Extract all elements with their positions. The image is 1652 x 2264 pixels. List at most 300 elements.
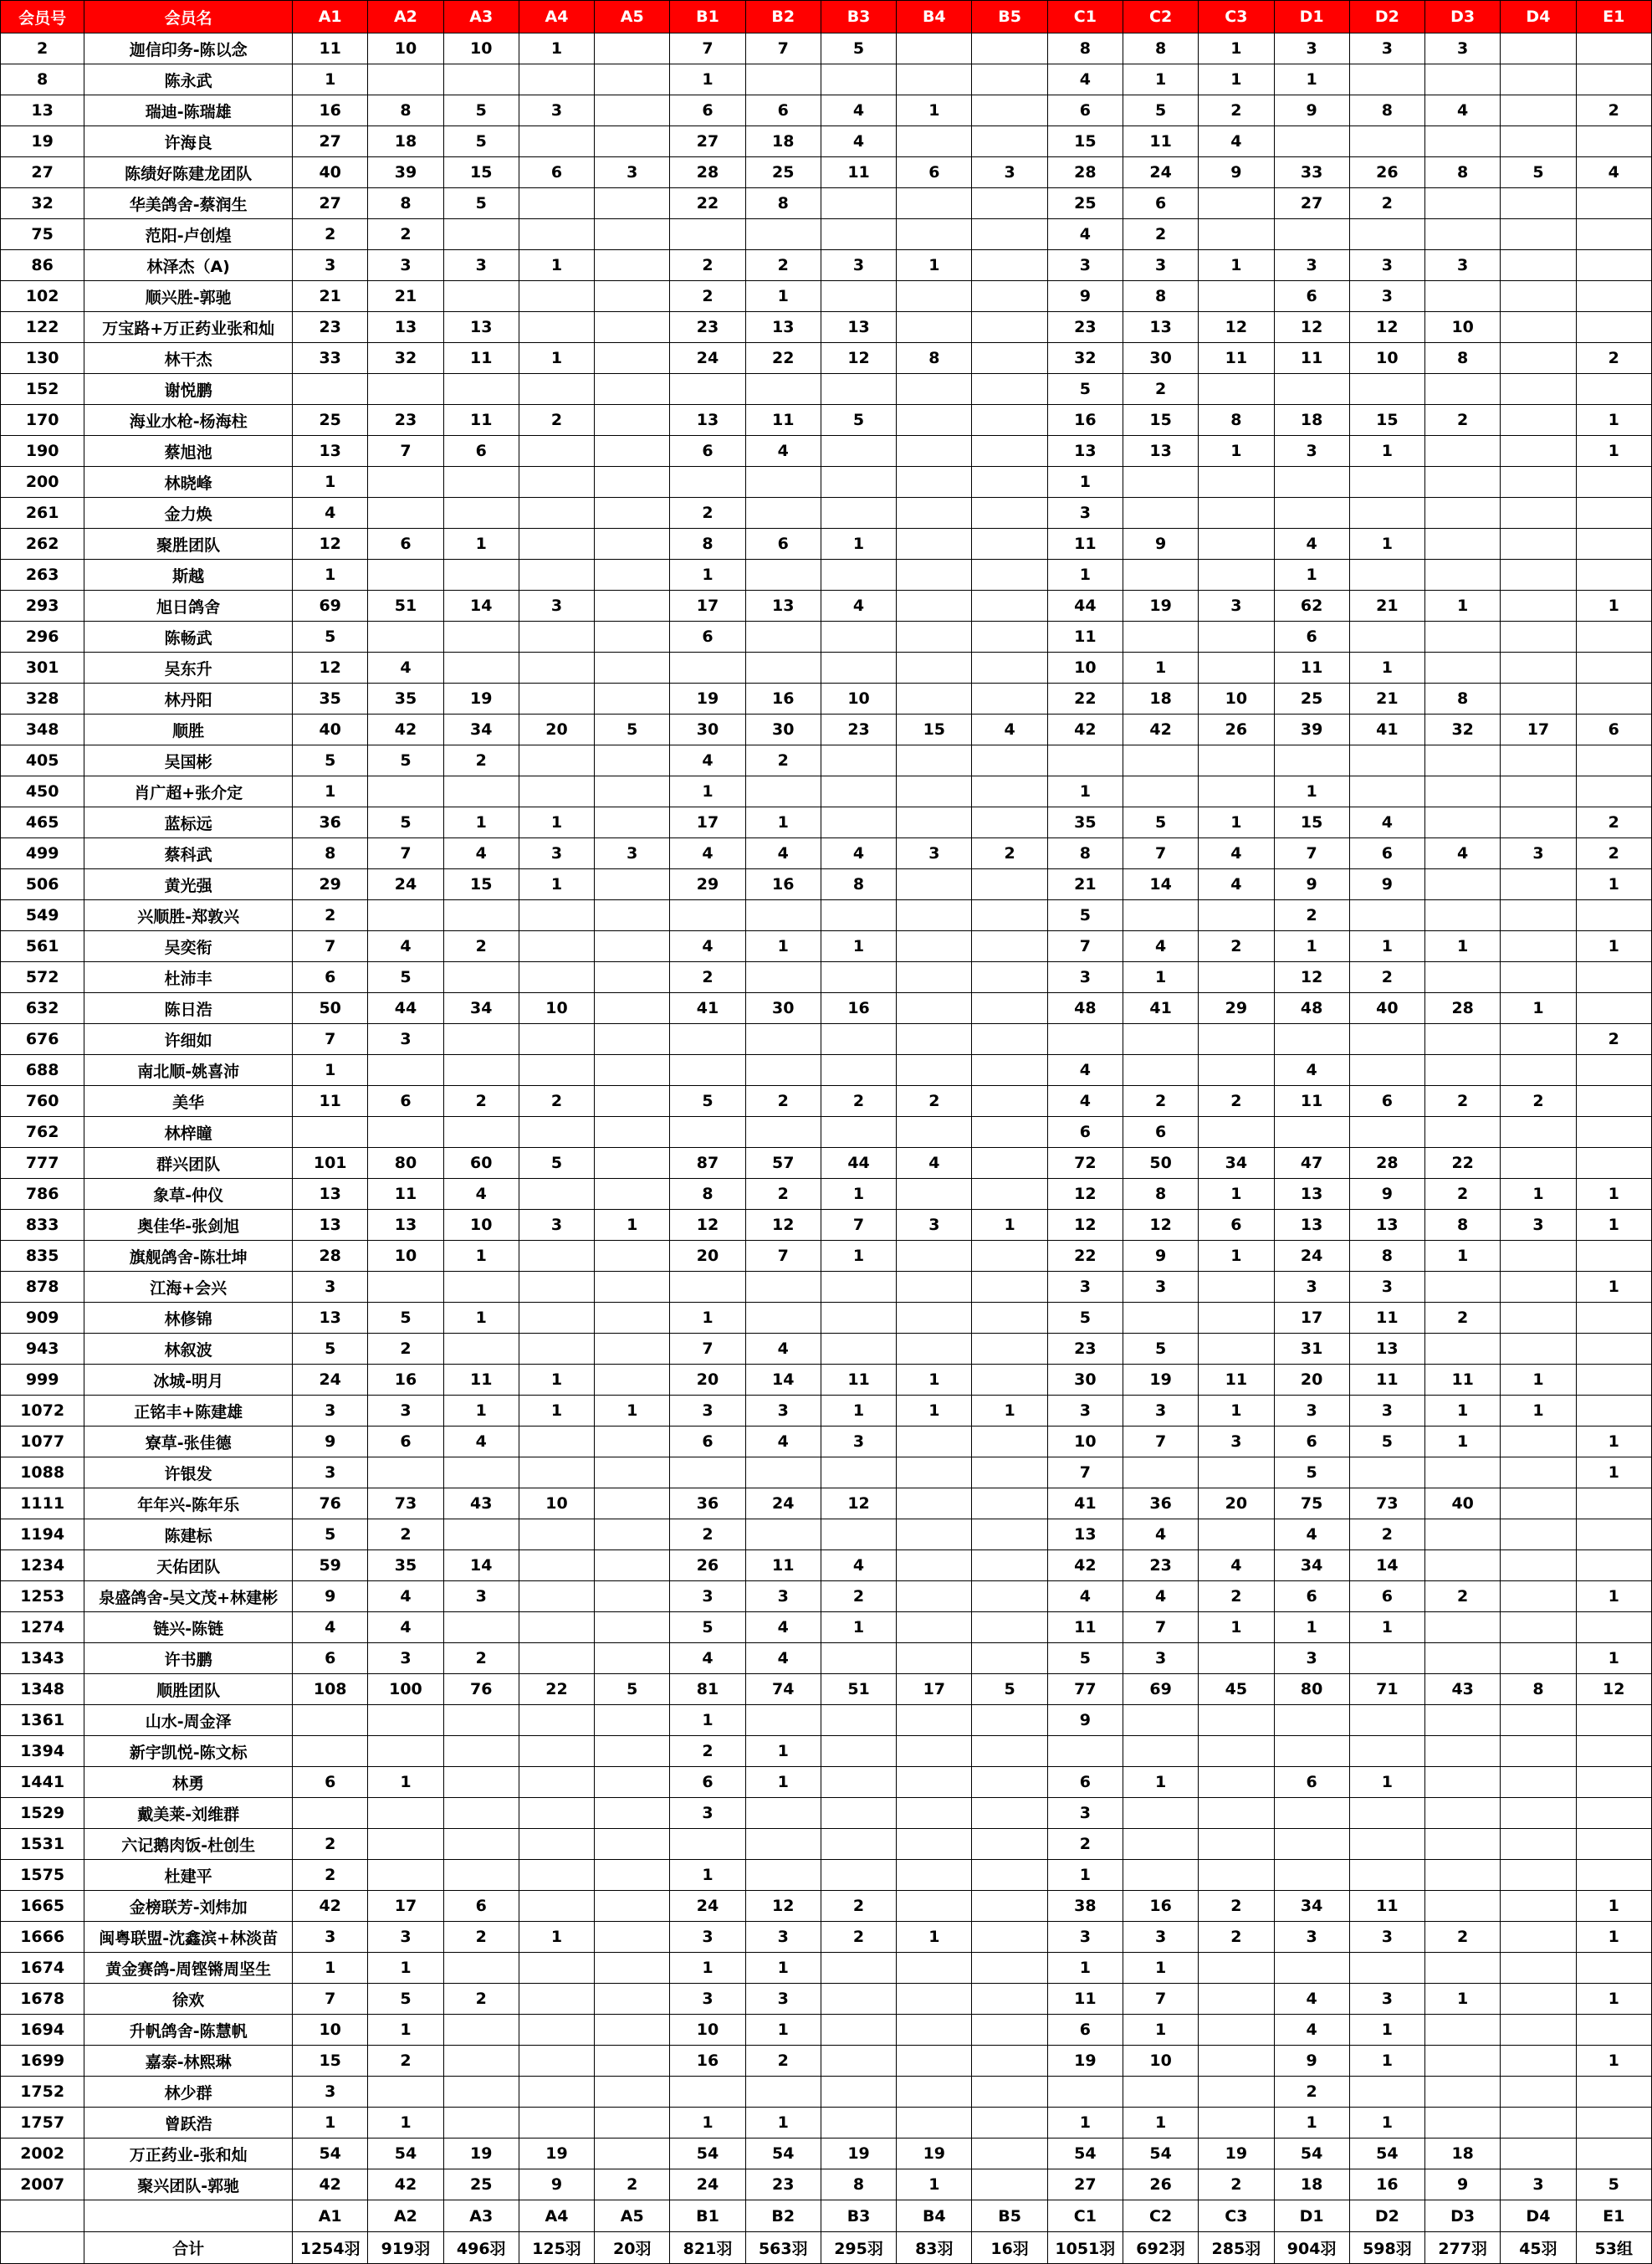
count-cell: 2 (1047, 1829, 1123, 1860)
member-name-cell: 林干杰 (84, 343, 293, 374)
total-cell: 53组 (1576, 2232, 1651, 2264)
count-cell: 13 (293, 1210, 368, 1241)
count-cell: 1 (1576, 2046, 1651, 2077)
count-cell (519, 622, 594, 653)
count-cell: 19 (897, 2139, 972, 2169)
count-cell (1123, 2077, 1198, 2108)
count-cell (821, 188, 896, 219)
count-cell: 59 (293, 1550, 368, 1581)
count-cell: 100 (368, 1674, 443, 1705)
count-cell: 2 (1425, 1179, 1501, 1210)
count-cell: 1 (1199, 436, 1274, 467)
count-cell (821, 1055, 896, 1086)
count-cell (1501, 436, 1576, 467)
count-cell: 10 (443, 1210, 519, 1241)
count-cell (1274, 1736, 1349, 1767)
count-cell: 3 (519, 838, 594, 869)
count-cell (897, 653, 972, 684)
count-cell: 3 (443, 1581, 519, 1612)
count-cell: 1 (1047, 467, 1123, 498)
table-row (1, 1581, 1652, 1612)
count-cell (595, 374, 670, 405)
count-cell: 3 (670, 1396, 745, 1427)
count-cell: 69 (1123, 1674, 1198, 1705)
count-cell (1501, 1334, 1576, 1365)
count-cell (1576, 962, 1651, 993)
count-cell: 6 (1123, 188, 1198, 219)
count-cell (745, 1024, 821, 1055)
member-id-cell: 13 (1, 95, 84, 126)
count-cell (972, 219, 1047, 250)
count-cell: 16 (745, 684, 821, 715)
count-cell: 3 (1349, 1984, 1424, 2015)
table-row (1, 1550, 1652, 1581)
count-cell: 5 (293, 1334, 368, 1365)
count-cell: 19 (1123, 591, 1198, 622)
count-cell: 10 (1123, 2046, 1198, 2077)
member-id-cell: 561 (1, 931, 84, 962)
count-cell: 1 (595, 1396, 670, 1427)
count-cell: 1 (670, 560, 745, 591)
count-cell: 15 (1123, 405, 1198, 436)
count-cell: 2 (670, 498, 745, 529)
count-cell (1501, 1055, 1576, 1086)
table-row (1, 281, 1652, 312)
member-name-cell: 天佑团队 (84, 1550, 293, 1581)
count-cell (821, 1767, 896, 1798)
count-cell: 1 (745, 807, 821, 838)
count-cell (1576, 1303, 1651, 1334)
count-cell (519, 1829, 594, 1860)
count-cell (1576, 1767, 1651, 1798)
count-cell: 1 (1576, 1457, 1651, 1488)
count-cell (972, 1581, 1047, 1612)
count-cell: 24 (368, 869, 443, 900)
count-cell (519, 1334, 594, 1365)
count-cell: 4 (1199, 1550, 1274, 1581)
count-cell (595, 1427, 670, 1457)
member-id-cell: 348 (1, 715, 84, 745)
count-cell (595, 1334, 670, 1365)
count-cell: 51 (368, 591, 443, 622)
count-cell (519, 1953, 594, 1984)
count-cell: 6 (293, 962, 368, 993)
count-cell (821, 2015, 896, 2046)
member-name-cell: 范阳-卢创煌 (84, 219, 293, 250)
count-cell (519, 2015, 594, 2046)
count-cell: 1 (1349, 436, 1424, 467)
count-cell (1576, 1612, 1651, 1643)
count-cell: 14 (443, 1550, 519, 1581)
count-cell (595, 776, 670, 807)
count-cell: 3 (670, 1581, 745, 1612)
count-cell: 2 (745, 1179, 821, 1210)
count-cell: 6 (293, 1643, 368, 1674)
member-name-cell: 曾跃浩 (84, 2108, 293, 2139)
count-cell: 3 (293, 1457, 368, 1488)
count-cell (1576, 1736, 1651, 1767)
count-cell (897, 1488, 972, 1519)
count-cell (519, 529, 594, 560)
count-cell: 42 (1123, 715, 1198, 745)
count-cell (293, 1736, 368, 1767)
count-cell: 4 (368, 1612, 443, 1643)
count-cell (972, 1519, 1047, 1550)
count-cell: 1 (897, 1922, 972, 1953)
count-cell: 2 (897, 1086, 972, 1117)
member-name-cell: 林梓瞳 (84, 1117, 293, 1148)
count-cell: 3 (1047, 962, 1123, 993)
count-cell: 7 (670, 33, 745, 64)
table-row (1, 2108, 1652, 2139)
count-cell (897, 1457, 972, 1488)
count-cell: 6 (670, 1427, 745, 1457)
count-cell (1576, 1396, 1651, 1427)
count-cell (972, 405, 1047, 436)
count-cell: 1 (1576, 1581, 1651, 1612)
count-cell (519, 1024, 594, 1055)
count-cell: 3 (1123, 1272, 1198, 1303)
count-cell: 22 (1425, 1148, 1501, 1179)
count-cell (897, 1829, 972, 1860)
count-cell: 3 (1274, 1643, 1349, 1674)
count-cell (519, 1550, 594, 1581)
member-id-cell: 1699 (1, 2046, 84, 2077)
count-cell (1576, 33, 1651, 64)
count-cell (897, 2108, 972, 2139)
count-cell: 3 (1349, 1396, 1424, 1427)
member-name-cell: 顺胜团队 (84, 1674, 293, 1705)
count-cell: 9 (293, 1581, 368, 1612)
count-cell: 10 (1425, 312, 1501, 343)
count-cell (595, 1736, 670, 1767)
count-cell: 1 (293, 1055, 368, 1086)
count-cell (595, 1550, 670, 1581)
count-cell (897, 312, 972, 343)
count-cell: 1 (1047, 776, 1123, 807)
count-cell: 13 (293, 1179, 368, 1210)
count-cell (897, 2015, 972, 2046)
count-cell: 28 (1047, 157, 1123, 188)
count-cell: 8 (1425, 343, 1501, 374)
member-id-cell: 572 (1, 962, 84, 993)
count-cell (972, 1241, 1047, 1272)
count-cell (519, 931, 594, 962)
member-id-cell: 2007 (1, 2169, 84, 2200)
member-name-cell: 黄金赛鸽-周铿锵周坚生 (84, 1953, 293, 1984)
count-cell: 5 (368, 962, 443, 993)
count-cell (1274, 1829, 1349, 1860)
count-cell: 1 (519, 250, 594, 281)
header-col-b1: B1 (670, 1, 745, 33)
count-cell: 5 (293, 1519, 368, 1550)
count-cell (1576, 126, 1651, 157)
count-cell: 13 (745, 591, 821, 622)
count-cell (745, 1055, 821, 1086)
count-cell: 87 (670, 1148, 745, 1179)
count-cell (1576, 1550, 1651, 1581)
count-cell (1576, 1798, 1651, 1829)
count-cell (368, 1829, 443, 1860)
count-cell (1576, 684, 1651, 715)
count-cell: 2 (1576, 807, 1651, 838)
member-id-cell: 465 (1, 807, 84, 838)
count-cell (745, 2077, 821, 2108)
count-cell: 6 (1047, 2015, 1123, 2046)
table-row (1, 869, 1652, 900)
count-cell: 72 (1047, 1148, 1123, 1179)
count-cell (745, 622, 821, 653)
count-cell (1576, 745, 1651, 776)
count-cell: 4 (1199, 838, 1274, 869)
count-cell (972, 1953, 1047, 1984)
count-cell (897, 1179, 972, 1210)
member-id-cell: 549 (1, 900, 84, 931)
count-cell: 3 (368, 1643, 443, 1674)
count-cell: 1 (745, 1767, 821, 1798)
repeat-header-cell: A3 (443, 2200, 519, 2232)
count-cell: 10 (368, 33, 443, 64)
count-cell: 20 (1199, 1488, 1274, 1519)
count-cell (1501, 312, 1576, 343)
count-cell (670, 1055, 745, 1086)
header-col-b4: B4 (897, 1, 972, 33)
count-cell: 4 (1425, 95, 1501, 126)
count-cell (519, 467, 594, 498)
count-cell: 1 (1199, 1241, 1274, 1272)
count-cell: 9 (1199, 157, 1274, 188)
count-cell (519, 2077, 594, 2108)
count-cell: 8 (821, 869, 896, 900)
count-cell: 3 (821, 1427, 896, 1457)
count-cell (595, 1179, 670, 1210)
count-cell (519, 2046, 594, 2077)
count-cell (1425, 776, 1501, 807)
count-cell: 3 (1123, 250, 1198, 281)
count-cell (897, 745, 972, 776)
count-cell: 5 (1123, 807, 1198, 838)
count-cell: 1 (1199, 33, 1274, 64)
count-cell (972, 1024, 1047, 1055)
count-cell: 25 (443, 2169, 519, 2200)
count-cell (1501, 1643, 1576, 1674)
count-cell (1425, 2077, 1501, 2108)
count-cell: 3 (972, 157, 1047, 188)
count-cell (821, 1519, 896, 1550)
count-cell: 22 (1047, 684, 1123, 715)
count-cell: 5 (670, 1612, 745, 1643)
count-cell: 1 (821, 529, 896, 560)
table-row (1, 2046, 1652, 2077)
count-cell: 4 (1425, 838, 1501, 869)
count-cell (519, 776, 594, 807)
member-name-cell: 顺兴胜-郭驰 (84, 281, 293, 312)
count-cell (897, 1736, 972, 1767)
count-cell (1501, 2077, 1576, 2108)
count-cell: 11 (1199, 1365, 1274, 1396)
count-cell: 5 (443, 95, 519, 126)
count-cell (1047, 1024, 1123, 1055)
count-cell: 3 (519, 95, 594, 126)
count-cell (1123, 1457, 1198, 1488)
repeat-header-cell: C3 (1199, 2200, 1274, 2232)
count-cell (1123, 1860, 1198, 1891)
count-cell (1349, 1829, 1424, 1860)
table-body (1, 33, 1652, 2200)
count-cell: 12 (745, 1891, 821, 1922)
table-row (1, 436, 1652, 467)
count-cell: 1 (443, 807, 519, 838)
count-cell: 1 (670, 2108, 745, 2139)
count-cell: 8 (1123, 1179, 1198, 1210)
count-cell: 30 (745, 715, 821, 745)
count-cell (1501, 684, 1576, 715)
count-cell: 43 (443, 1488, 519, 1519)
count-cell: 1 (1349, 1767, 1424, 1798)
count-cell (595, 2077, 670, 2108)
count-cell (972, 64, 1047, 95)
count-cell: 1 (1199, 807, 1274, 838)
count-cell: 4 (368, 931, 443, 962)
count-cell (972, 2139, 1047, 2169)
count-cell: 15 (1047, 126, 1123, 157)
count-cell (1501, 1984, 1576, 2015)
member-id-cell: 86 (1, 250, 84, 281)
count-cell: 2 (443, 1984, 519, 2015)
count-cell (1274, 126, 1349, 157)
member-id-cell: 122 (1, 312, 84, 343)
count-cell: 4 (821, 126, 896, 157)
count-cell (1501, 2139, 1576, 2169)
member-id-cell: 170 (1, 405, 84, 436)
table-row (1, 1736, 1652, 1767)
count-cell: 4 (745, 1334, 821, 1365)
table-row (1, 1055, 1652, 1086)
count-cell (1199, 2077, 1274, 2108)
count-cell (972, 869, 1047, 900)
count-cell (595, 219, 670, 250)
header-col-b3: B3 (821, 1, 896, 33)
table-row (1, 250, 1652, 281)
count-cell (519, 1705, 594, 1736)
table-row (1, 776, 1652, 807)
member-id-cell: 1757 (1, 2108, 84, 2139)
count-cell: 16 (670, 2046, 745, 2077)
count-cell: 12 (293, 653, 368, 684)
count-cell (972, 343, 1047, 374)
count-cell: 10 (1199, 684, 1274, 715)
count-cell: 3 (1047, 250, 1123, 281)
count-cell (1501, 64, 1576, 95)
count-cell: 7 (293, 1024, 368, 1055)
count-cell: 2 (821, 1922, 896, 1953)
count-cell (897, 1272, 972, 1303)
count-cell: 11 (1047, 622, 1123, 653)
count-cell (1501, 1550, 1576, 1581)
count-cell: 1 (1576, 1272, 1651, 1303)
count-cell: 2 (1349, 962, 1424, 993)
table-row (1, 1303, 1652, 1334)
count-cell: 17 (1274, 1303, 1349, 1334)
member-name-cell: 瑞迪-陈瑞雄 (84, 95, 293, 126)
count-cell: 2 (670, 962, 745, 993)
count-cell (368, 1457, 443, 1488)
repeat-header-cell: D3 (1425, 2200, 1501, 2232)
count-cell (897, 993, 972, 1024)
count-cell (1123, 467, 1198, 498)
count-cell (519, 1427, 594, 1457)
count-cell: 29 (1199, 993, 1274, 1024)
count-cell (1199, 1953, 1274, 1984)
count-cell: 1 (670, 64, 745, 95)
count-cell (1425, 219, 1501, 250)
count-cell (1425, 1798, 1501, 1829)
count-cell: 3 (1047, 1922, 1123, 1953)
count-cell (595, 1643, 670, 1674)
count-cell (1501, 405, 1576, 436)
repeat-header-cell: B2 (745, 2200, 821, 2232)
count-cell (1576, 374, 1651, 405)
header-col-c3: C3 (1199, 1, 1274, 33)
table-row (1, 745, 1652, 776)
count-cell: 6 (897, 157, 972, 188)
count-cell (897, 1519, 972, 1550)
count-cell: 2 (1199, 1922, 1274, 1953)
member-name-cell: 南北顺-姚喜沛 (84, 1055, 293, 1086)
count-cell (1274, 1860, 1349, 1891)
count-cell: 77 (1047, 1674, 1123, 1705)
count-cell: 1 (443, 1396, 519, 1427)
table-row (1, 1860, 1652, 1891)
count-cell: 19 (519, 2139, 594, 2169)
count-cell: 1 (293, 467, 368, 498)
count-cell: 4 (821, 838, 896, 869)
count-cell: 21 (1349, 591, 1424, 622)
member-name-cell: 寮草-张佳德 (84, 1427, 293, 1457)
count-cell (519, 1860, 594, 1891)
member-id-cell: 261 (1, 498, 84, 529)
count-cell: 22 (519, 1674, 594, 1705)
member-name-cell: 顺胜 (84, 715, 293, 745)
count-cell (443, 2046, 519, 2077)
count-cell: 24 (1274, 1241, 1349, 1272)
count-cell (595, 250, 670, 281)
count-cell: 7 (670, 1334, 745, 1365)
count-cell (1501, 1891, 1576, 1922)
count-cell (1501, 2015, 1576, 2046)
member-id-cell: 909 (1, 1303, 84, 1334)
count-cell (1501, 33, 1576, 64)
count-cell: 2 (1274, 900, 1349, 931)
count-cell (1425, 1055, 1501, 1086)
table-row (1, 1922, 1652, 1953)
count-cell (897, 1303, 972, 1334)
total-cell: 45羽 (1501, 2232, 1576, 2264)
count-cell: 5 (670, 1086, 745, 1117)
header-col-b5: B5 (972, 1, 1047, 33)
count-cell (443, 1117, 519, 1148)
header-col-a5: A5 (595, 1, 670, 33)
table-row (1, 900, 1652, 931)
count-cell (595, 2015, 670, 2046)
count-cell: 13 (368, 1210, 443, 1241)
count-cell (745, 653, 821, 684)
count-cell: 25 (1047, 188, 1123, 219)
table-row (1, 622, 1652, 653)
count-cell: 3 (1501, 1210, 1576, 1241)
count-cell (1501, 1519, 1576, 1550)
count-cell: 8 (368, 188, 443, 219)
